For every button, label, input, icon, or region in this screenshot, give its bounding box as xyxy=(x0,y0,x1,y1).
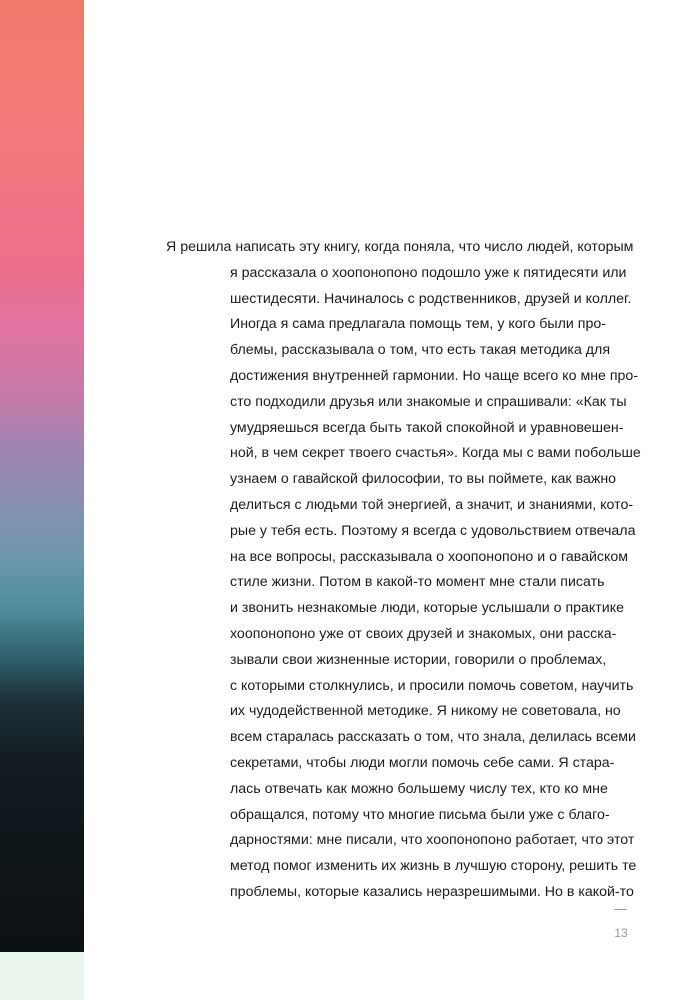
text-line: блемы, рассказывала о том, что есть такая методика для xyxy=(230,342,611,359)
text-line: зывали свои жизненные истории, говорили о проблемах, xyxy=(230,651,607,668)
text-line: всем старалась рассказать о том, что знала, делилась всеми xyxy=(230,729,636,746)
page-number-rule xyxy=(614,909,627,910)
text-line: их чудодейственной методике. Я никому не советовала, но xyxy=(230,703,621,720)
text-line: лась отвечать как можно большему числу тех, кто ко мне xyxy=(230,780,608,797)
text-line: рые у тебя есть. Поэтому я всегда с удовольствием отвечала xyxy=(230,522,636,539)
text-line: метод помог изменить их жизнь в лучшую сторону, решить те xyxy=(230,858,637,875)
text-line: Иногда я сама предлагала помощь тем, у кого были про- xyxy=(230,316,606,333)
text-line: делиться с людьми той энергией, а значит, и знаниями, кото- xyxy=(230,496,634,513)
text-line: проблемы, которые казались неразрешимыми. Но в какой-то xyxy=(230,883,634,900)
text-line: хоопонопоно уже от своих друзей и знакомых, они расска- xyxy=(230,625,617,642)
text-line: узнаем о гавайской философии, то вы поймете, как важно xyxy=(230,471,617,488)
text-line: на все вопросы, рассказывала о хоопонопоно и о гавайском xyxy=(230,548,629,565)
text-line: достижения внутренней гармонии. Но чаще всего ко мне про- xyxy=(230,367,639,384)
text-line: умудряешься всегда быть такой спокойной и уравновешен- xyxy=(230,419,624,436)
text-line: обращался, потому что многие письма были уже с благо- xyxy=(230,806,610,823)
decorative-gradient-strip xyxy=(0,0,84,1000)
text-line: я рассказала о хоопонопоно подошло уже к пятидесяти или xyxy=(230,264,627,281)
text-line: с которыми столкнулись, и просили помочь советом, научить xyxy=(230,677,634,694)
text-line: шестидесяти. Начиналось с родственников, друзей и коллег. xyxy=(230,290,632,307)
text-line: секретами, чтобы люди могли помочь себе сами. Я стара- xyxy=(230,754,615,771)
text-line: дарностями: мне писали, что хоопонопоно работает, что этот xyxy=(230,832,635,849)
text-line: и звонить незнакомые люди, которые услышали о практике xyxy=(230,600,624,617)
text-line: сто подходили друзья или знакомые и спрашивали: «Как ты xyxy=(230,393,627,410)
page-number: 13 xyxy=(614,926,628,940)
body-paragraph xyxy=(166,235,641,906)
text-line: ной, в чем секрет твоего счастья». Когда мы с вами побольше xyxy=(230,445,641,462)
text-line: Я решила написать эту книгу, когда поняла, что число людей, которым xyxy=(166,239,634,255)
text-line: стиле жизни. Потом в какой-то момент мне стали писать xyxy=(230,574,605,591)
